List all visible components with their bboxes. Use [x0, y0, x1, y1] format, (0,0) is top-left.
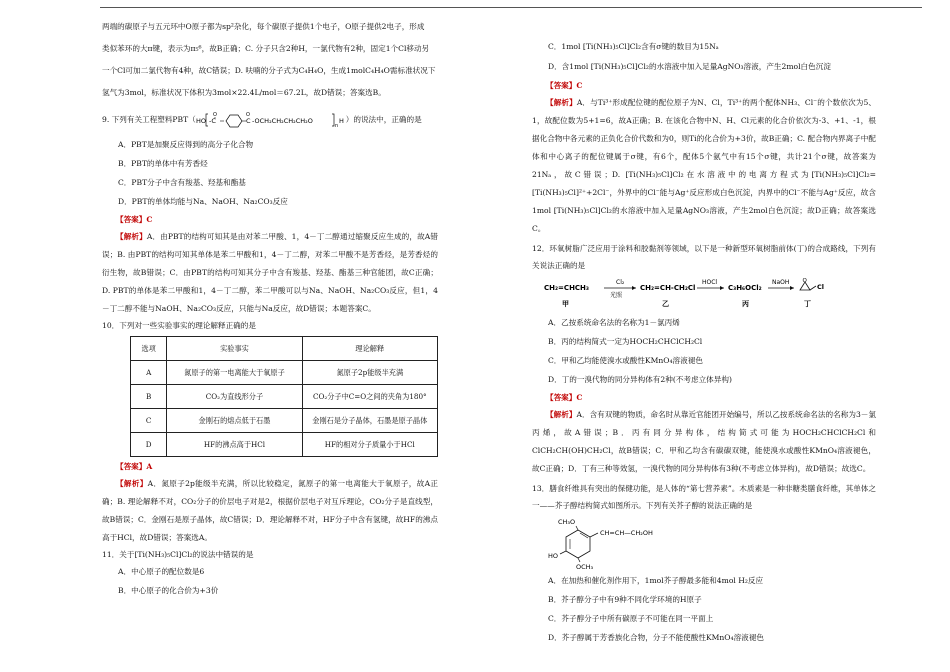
question-13-option-c: C．芥子醇分子中所有碳原子不可能在同一平面上	[548, 614, 714, 623]
epoxide-product-icon	[800, 278, 824, 291]
question-10-stem: 10．下列对一些实验事实的理论解释正确的是	[102, 321, 256, 330]
question-11-stem: 11．关于[Ti(NH₃)₅Cl]Cl₂的说法中错误的是	[102, 550, 254, 559]
scheme-reagent-2: HOCl	[702, 279, 718, 286]
question-13-option-a: A．在加热和催化剂作用下，1mol芥子醇最多能和4mol H₂反应	[548, 576, 764, 585]
left-column	[102, 16, 438, 601]
scheme-intermediate-2: C₃H₆OCl₂	[728, 284, 762, 292]
table-row	[131, 433, 438, 457]
table-header-cell: 实验事实	[167, 337, 302, 361]
table-cell: 金刚石的熔点低于石墨	[167, 409, 302, 433]
scheme-reagent-1: Cl₂	[616, 279, 625, 286]
table-cell: C	[131, 409, 167, 433]
intro-line-3: 一个Cl可加二氯代物有4种，故C错误；D. 呋喃的分子式为C₄H₄O，生成1molC₄H₄O需标准状况下	[102, 66, 436, 75]
question-12-answer: 【答案】C	[546, 393, 583, 402]
scheme-condition-1: 光照	[610, 292, 623, 299]
question-9-explanation	[102, 228, 438, 318]
sinapyl-alcohol-svg	[546, 516, 746, 570]
scheme-reagent-3: NaOH	[772, 279, 790, 286]
svg-text:O: O	[802, 278, 807, 284]
benzene-ring-icon	[566, 530, 590, 558]
struct-top-label: CH₃O	[558, 518, 576, 526]
question-13-stem: 13．膳食纤维具有突出的保健功能，是人体的“第七营养素”。木质素是一种非糖类膳食纤维，其单体之一——芥子醇结构简式如图所示。下列有关芥子醇的说法正确的是	[532, 484, 876, 510]
question-9-stem-prefix: 9. 下列有关工程塑料PBT（	[102, 115, 196, 124]
table-row	[131, 361, 438, 385]
svg-text:Cl: Cl	[817, 283, 824, 291]
question-13-option-b: B．芥子醇分子中有9种不同化学环境的H原子	[548, 595, 702, 604]
right-column	[532, 36, 876, 648]
struct-chain-label: CH=CH—CH₂OH	[600, 529, 653, 537]
svg-text:O: O	[212, 112, 217, 118]
question-9-explanation-tag: 【解析】	[116, 232, 147, 241]
question-12-option-d: D．丁的一溴代物的同分异构体有2种(不考虑立体异构)	[548, 375, 732, 384]
header-rule	[100, 7, 922, 8]
question-12-stem: 12．环氧树脂广泛应用于涂料和胶黏剂等领域，以下是一种新型环氧树脂前体(丁)的合成路线，下列有关说法正确的是	[532, 244, 876, 270]
synthesis-scheme-svg	[542, 276, 862, 312]
struct-left-label: HO	[548, 552, 559, 560]
question-9-explanation-text: A．由PBT的结构可知其是由对苯二甲酸、1，4－丁二醇通过缩聚反应生成的，故A错误；B. 由PBT的结构可知其单体是苯二甲酸和1，4－丁二醇，对苯二甲酸不是芳香烃，是芳香烃的衍生物，故B错误；C．由PBT的结构可知其分子中含有羧基、羟基、酯基三种官能团，故C正确；D. PBT的单体是苯二甲酸和1，4－丁二醇，苯二甲酸可以与Na、NaOH、Na₂CO₃反应，但1，4－丁二醇不能与NaOH、Na₂CO₃反应，只能与Na反应，故D错误；本题答案C。	[102, 232, 438, 313]
pbt-ho: HO	[195, 117, 206, 125]
intro-line-4: 氢气为3mol，标准状况下体积为3mol×22.4L/mol＝67.2L，故D错误；答案选B。	[102, 88, 386, 97]
table-cell: CO₂分子中C=O之间的夹角为180°	[302, 385, 437, 409]
question-11-option-a: A．中心原子的配位数是6	[118, 567, 205, 576]
question-12-explanation-text: A．含有双键的物质，命名时从靠近官能团开始编号，所以乙按系统命名法的名称为3－氯丙烯，故A错误；B．丙有同分异构体，结构简式可能为HOCH₂CHClCH₂Cl和ClCH₂CH(OH)CH₂Cl，故B错误；C．甲和乙均含有碳碳双键，能使溴水或酸性KMnO₄溶液褪色，故C正确；D．丁有三种等效氢，一溴代物的同分异构体有3种(不考虑立体异构)，故D错误；故选C。	[532, 410, 877, 473]
svg-text:-OCH₂CH₂CH₂CH₂O: -OCH₂CH₂CH₂CH₂O	[251, 117, 313, 125]
table-cell: HF的相对分子质量小于HCl	[302, 433, 437, 457]
table-header-cell: 理论解释	[302, 337, 437, 361]
table-header-cell: 选项	[131, 337, 167, 361]
svg-text:O: O	[245, 112, 250, 118]
scheme-intermediate-2-label: 丙	[742, 299, 749, 308]
scheme-product-label: 丁	[804, 299, 811, 308]
table-cell: 氮原子的第一电离能大于氧原子	[167, 361, 302, 385]
svg-text:C: C	[245, 117, 251, 125]
table-row	[131, 409, 438, 433]
question-10-explanation-text: A．氮原子2p能级半充满，所以比较稳定，氮原子的第一电离能大于氧原子，故A正确；B. 理论解释不对，CO₂分子的价层电子对是2，根据价层电子对互斥理论，CO₂分子是直线型，故B错误；C．金刚石是原子晶体，故C错误；D．理论解释不对，HF分子中含有氢键，故HF的沸点高于HCl，故D错误；答案选A。	[102, 479, 439, 542]
benzene-ring-icon	[226, 115, 242, 127]
sinapyl-alcohol-structure	[546, 516, 876, 570]
scheme-intermediate-1-label: 乙	[662, 299, 669, 308]
table-cell: 金刚石是分子晶体，石墨是原子晶体	[302, 409, 437, 433]
table-cell: A	[131, 361, 167, 385]
question-9-option-c: C．PBT分子中含有羧基、羟基和酯基	[118, 178, 246, 187]
table-cell: B	[131, 385, 167, 409]
question-10-answer: 【答案】A	[116, 462, 153, 471]
table-cell: CO₂为直线形分子	[167, 385, 302, 409]
question-9-option-a: A．PBT是加聚反应得到的高分子化合物	[118, 140, 254, 149]
question-10-explanation	[102, 475, 438, 547]
question-11-explanation-tag: 【解析】	[546, 98, 577, 107]
synthesis-scheme	[542, 276, 876, 312]
question-12-option-a: A．乙按系统命名法的名称为1－氯丙烯	[548, 318, 680, 327]
table-header-row	[131, 337, 438, 361]
pbt-structure-formula	[196, 112, 346, 128]
question-10-explanation-tag: 【解析】	[116, 479, 148, 488]
question-13-option-d: D．芥子醇属于芳香族化合物，分子不能使酸性KMnO₄溶液褪色	[548, 633, 764, 642]
scheme-start-label: 甲	[562, 299, 569, 308]
table-cell: HF的沸点高于HCl	[167, 433, 302, 457]
question-9-option-d: D．PBT的单体均能与Na、NaOH、Na₂CO₃反应	[118, 197, 288, 206]
question-9-option-b: B．PBT的单体中有芳香烃	[118, 159, 208, 168]
question-11-explanation-text: A．与Ti³⁺形成配位键的配位原子为N、Cl，Ti³⁺的两个配体NH₃、Cl⁻的个数依次为5、1，故配位数为5+1=6，故A正确；B. 在该化合物中N、H、Cl元素的化合价依次为-3、+1、-1，根据化合物中各元素的正负化合价代数和为0，则Ti的化合价为+3价，故B正确；C. 配合物内界离子中配体和中心离子的配位键属于σ键，有6个，配体5个氨气中有15个σ键，共计21个σ键，故答案为21Nₐ，故C错误；D. [Ti(NH₃)₅Cl]Cl₂在水溶液中的电离方程式为[Ti(NH₃)₅Cl]Cl₂=[Ti(NH₃)₅Cl]²⁺+2Cl⁻，外界中的Cl⁻能与Ag⁺反应形成白色沉淀，内界中的Cl⁻不能与Ag⁺反应，故含1mol [Ti(NH₃)₅Cl]Cl₂的水溶液中加入足量AgNO₃溶液，产生2mol白色沉淀；故D正确；故答案选C。	[532, 98, 876, 233]
question-9-stem-suffix: ）的说法中，正确的是	[345, 115, 422, 124]
svg-text:n: n	[334, 123, 338, 128]
question-11-option-c: C．1mol [Ti(NH₃)₅Cl]Cl₂含有σ键的数目为15Nₐ	[548, 42, 719, 51]
question-9-stem	[102, 112, 438, 128]
intro-line-1: 两端的碳原子与五元环中O原子都为sp²杂化，每个碳原子提供1个电子，O原子提供2电子，形成	[102, 22, 425, 31]
svg-text:-C: -C	[208, 117, 216, 125]
question-9-answer: 【答案】C	[116, 215, 153, 224]
question-11-option-d: D．含1mol [Ti(NH₃)₅Cl]Cl₂的水溶液中加入足量AgNO₃溶液，产生2mol白色沉淀	[548, 62, 831, 71]
question-10-table	[130, 336, 438, 457]
struct-bottom-label: OCH₃	[576, 563, 594, 570]
svg-text:H: H	[338, 117, 344, 125]
question-11-explanation	[532, 94, 876, 238]
question-11-answer: 【答案】C	[546, 81, 583, 90]
table-cell: D	[131, 433, 167, 457]
question-12-explanation-tag: 【解析】	[546, 410, 577, 419]
question-11-option-b: B．中心原子的化合价为+3价	[118, 586, 219, 595]
scheme-intermediate-1: CH₂=CH-CH₂Cl	[640, 284, 696, 292]
table-cell: 氮原子2p能级半充满	[302, 361, 437, 385]
table-row	[131, 385, 438, 409]
question-12-option-b: B．丙的结构简式一定为HOCH₂CHClCH₂Cl	[548, 337, 703, 346]
scheme-start: CH₂=CHCH₃	[544, 284, 589, 292]
question-12-explanation	[532, 406, 876, 478]
intro-line-2: 类似苯环的大π键，表示为π₅⁶，故B正确；C. 分子只含2种H，一氯代物有2种，固定1个Cl移动另	[102, 44, 430, 53]
question-12-option-c: C．甲和乙均能使溴水或酸性KMnO₄溶液褪色	[548, 356, 703, 365]
